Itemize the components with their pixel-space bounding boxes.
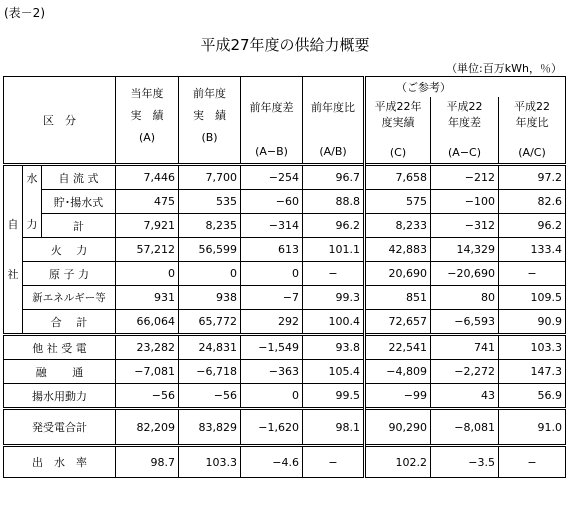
cell-ab-diff: −1,549 — [241, 335, 303, 360]
cell-b: −56 — [179, 384, 241, 409]
cell-ab-ratio: 99.5 — [303, 384, 365, 409]
group-label-jisha: 自 社 — [4, 165, 23, 335]
cell-ac-ratio: − — [499, 446, 566, 478]
row-label: 火 力 — [23, 238, 116, 262]
cell-ac-diff: −100 — [431, 190, 499, 214]
cell-ac-ratio: 56.9 — [499, 384, 566, 409]
table-row — [4, 238, 566, 262]
cell-a: 23,282 — [116, 335, 179, 360]
cell-a: 0 — [116, 262, 179, 286]
row-label: 原 子 力 — [23, 262, 116, 286]
cell-ac-ratio: 90.9 — [499, 310, 566, 335]
header-reference: （ご参考） — [365, 77, 566, 98]
cell-a: 931 — [116, 286, 179, 310]
cell-c: 8,233 — [365, 214, 431, 238]
cell-ac-ratio: 133.4 — [499, 238, 566, 262]
cell-c: 7,658 — [365, 165, 431, 190]
header-kubun: 区 分 — [4, 77, 116, 165]
cell-c: 102.2 — [365, 446, 431, 478]
cell-ab-ratio: 101.1 — [303, 238, 365, 262]
table-row — [4, 190, 566, 214]
header-col-ab-ratio: 前年度比 (A/B) — [303, 77, 365, 165]
cell-ac-ratio: 97.2 — [499, 165, 566, 190]
cell-ac-diff: 741 — [431, 335, 499, 360]
cell-ac-diff: −212 — [431, 165, 499, 190]
header-col-ac-ratio: 平成22 年度比 (A/C) — [499, 97, 566, 164]
cell-ac-diff: −3.5 — [431, 446, 499, 478]
cell-ab-ratio: 98.1 — [303, 409, 365, 446]
cell-ac-ratio: 109.5 — [499, 286, 566, 310]
cell-ac-ratio: 103.3 — [499, 335, 566, 360]
cell-c: 42,883 — [365, 238, 431, 262]
table-row — [4, 165, 566, 190]
cell-a: 7,921 — [116, 214, 179, 238]
cell-ab-diff: −4.6 — [241, 446, 303, 478]
cell-ab-ratio: 99.3 — [303, 286, 365, 310]
cell-c: 851 — [365, 286, 431, 310]
row-label: 出 水 率 — [4, 446, 116, 478]
header-row — [4, 77, 566, 98]
cell-b: 103.3 — [179, 446, 241, 478]
cell-ab-ratio: 93.8 — [303, 335, 365, 360]
cell-b: −6,718 — [179, 360, 241, 384]
header-col-c: 平成22年 度実績 (C) — [365, 97, 431, 164]
row-label: 融 通 — [4, 360, 116, 384]
row-label: 揚水用動力 — [4, 384, 116, 409]
cell-c: 90,290 — [365, 409, 431, 446]
table-row — [4, 214, 566, 238]
cell-ab-diff: 0 — [241, 262, 303, 286]
cell-ab-ratio: − — [303, 446, 365, 478]
cell-a: −7,081 — [116, 360, 179, 384]
cell-a: −56 — [116, 384, 179, 409]
row-label: 計 — [42, 214, 116, 238]
cell-ac-diff: −8,081 — [431, 409, 499, 446]
table-row — [4, 409, 566, 446]
cell-b: 535 — [179, 190, 241, 214]
cell-b: 65,772 — [179, 310, 241, 335]
cell-ab-ratio: 96.7 — [303, 165, 365, 190]
header-col-b: 前年度 実 績 (B) — [179, 77, 241, 165]
cell-b: 7,700 — [179, 165, 241, 190]
cell-ac-ratio: 91.0 — [499, 409, 566, 446]
cell-b: 8,235 — [179, 214, 241, 238]
table-row — [4, 286, 566, 310]
header-col-a: 当年度 実 績 (A) — [116, 77, 179, 165]
table-row — [4, 360, 566, 384]
supply-capacity-table — [3, 76, 566, 478]
cell-ac-diff: 43 — [431, 384, 499, 409]
cell-ac-diff: −6,593 — [431, 310, 499, 335]
row-label: 他 社 受 電 — [4, 335, 116, 360]
row-label: 発受電合計 — [4, 409, 116, 446]
unit-label: （単位:百万kWh，％） — [446, 62, 562, 75]
cell-ab-diff: 292 — [241, 310, 303, 335]
cell-ab-diff: −60 — [241, 190, 303, 214]
cell-ac-diff: −2,272 — [431, 360, 499, 384]
cell-ab-diff: −1,620 — [241, 409, 303, 446]
cell-b: 24,831 — [179, 335, 241, 360]
cell-b: 938 — [179, 286, 241, 310]
cell-ac-ratio: 82.6 — [499, 190, 566, 214]
group-label-suiryoku: 水 力 — [23, 165, 42, 238]
cell-ac-diff: −20,690 — [431, 262, 499, 286]
table-row — [4, 446, 566, 478]
table-caption: (表－2) — [4, 6, 45, 20]
cell-a: 57,212 — [116, 238, 179, 262]
cell-c: −99 — [365, 384, 431, 409]
cell-b: 83,829 — [179, 409, 241, 446]
row-label: 貯･揚水式 — [42, 190, 116, 214]
cell-ac-diff: −312 — [431, 214, 499, 238]
header-col-ab-diff: 前年度差 (A−B) — [241, 77, 303, 165]
cell-c: 575 — [365, 190, 431, 214]
cell-ab-ratio: 100.4 — [303, 310, 365, 335]
cell-ac-diff: 80 — [431, 286, 499, 310]
table-row — [4, 335, 566, 360]
page-title: 平成27年度の供給力概要 — [200, 36, 370, 54]
cell-a: 7,446 — [116, 165, 179, 190]
cell-a: 82,209 — [116, 409, 179, 446]
cell-ab-diff: 613 — [241, 238, 303, 262]
table-row — [4, 384, 566, 409]
cell-c: 72,657 — [365, 310, 431, 335]
cell-ac-diff: 14,329 — [431, 238, 499, 262]
row-label: 新エネルギー等 — [23, 286, 116, 310]
cell-ab-ratio: − — [303, 262, 365, 286]
cell-c: −4,809 — [365, 360, 431, 384]
row-label: 合 計 — [23, 310, 116, 335]
cell-ab-diff: −314 — [241, 214, 303, 238]
cell-ab-diff: −254 — [241, 165, 303, 190]
cell-c: 22,541 — [365, 335, 431, 360]
cell-ac-ratio: − — [499, 262, 566, 286]
header-col-ac-diff: 平成22 年度差 (A−C) — [431, 97, 499, 164]
table-row — [4, 310, 566, 335]
cell-ab-ratio: 96.2 — [303, 214, 365, 238]
cell-ab-ratio: 88.8 — [303, 190, 365, 214]
cell-ab-diff: −7 — [241, 286, 303, 310]
cell-ac-ratio: 96.2 — [499, 214, 566, 238]
cell-b: 0 — [179, 262, 241, 286]
cell-a: 66,064 — [116, 310, 179, 335]
cell-ab-ratio: 105.4 — [303, 360, 365, 384]
cell-b: 56,599 — [179, 238, 241, 262]
cell-a: 475 — [116, 190, 179, 214]
cell-a: 98.7 — [116, 446, 179, 478]
row-label: 自 流 式 — [42, 165, 116, 190]
cell-ab-diff: 0 — [241, 384, 303, 409]
cell-c: 20,690 — [365, 262, 431, 286]
table-row — [4, 262, 566, 286]
cell-ac-ratio: 147.3 — [499, 360, 566, 384]
cell-ab-diff: −363 — [241, 360, 303, 384]
